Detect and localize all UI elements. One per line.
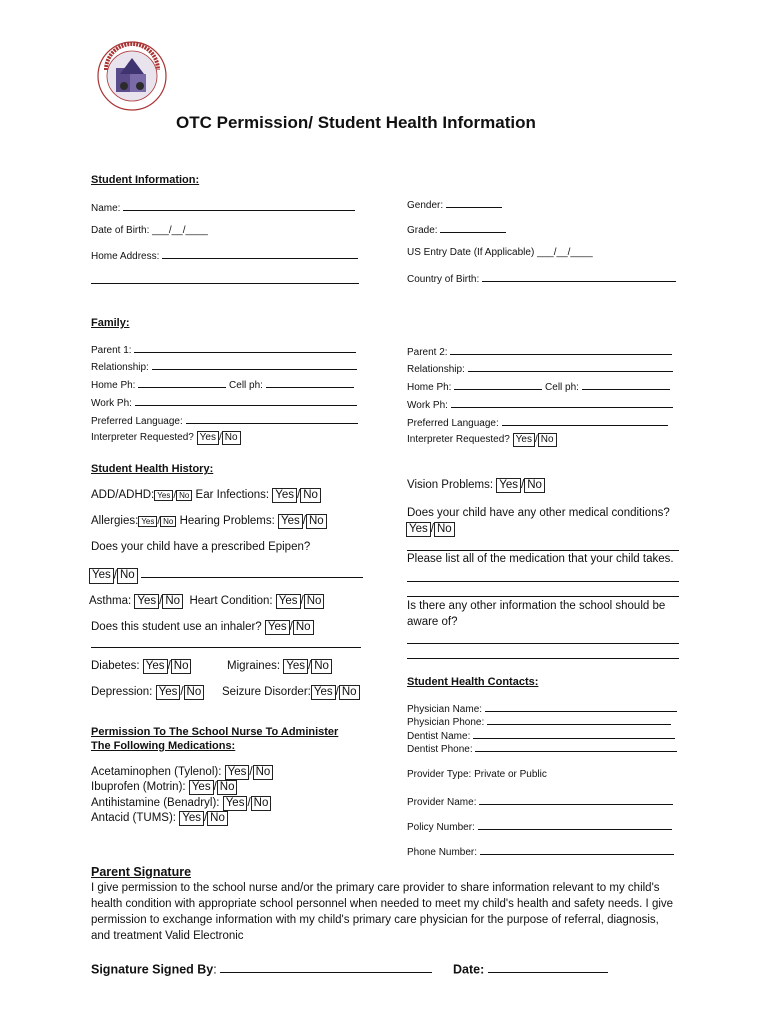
address-line2[interactable] (91, 283, 359, 284)
parent1-relationship[interactable]: Relationship: (91, 360, 357, 373)
page-title: OTC Permission/ Student Health Information (176, 113, 536, 132)
dentist-name-field[interactable]: Dentist Name: (407, 729, 675, 742)
adhd-row: ADD/ADHD: Yes / No Ear Infections: Yes / No (91, 488, 321, 503)
heart-yes[interactable]: Yes (276, 594, 301, 609)
school-logo (96, 40, 168, 112)
other-conditions-yes[interactable]: Yes (406, 522, 431, 537)
inhaler-no[interactable]: No (293, 620, 314, 635)
permission-heading-2: The Following Medications: (91, 740, 236, 752)
acetaminophen-row: Acetaminophen (Tylenol): Yes / No (91, 765, 273, 780)
depression-no[interactable]: No (184, 685, 205, 700)
parent1-phones[interactable]: Home Ph: Cell ph: (91, 378, 354, 391)
interpreter1-no[interactable]: No (222, 431, 241, 445)
antacid-no[interactable]: No (207, 811, 228, 826)
migraines-yes[interactable]: Yes (283, 659, 308, 674)
inhaler-yes[interactable]: Yes (265, 620, 290, 635)
antihistamine-no[interactable]: No (251, 796, 272, 811)
epipen-row: Yes / No (89, 567, 363, 584)
contacts-heading: Student Health Contacts: (407, 676, 539, 688)
physician-name-field[interactable]: Physician Name: (407, 702, 677, 715)
health-history-heading: Student Health History: (91, 463, 214, 475)
diabetes-row: Diabetes: Yes / No (91, 659, 191, 674)
hearing-yes[interactable]: Yes (278, 514, 303, 529)
conditions-line[interactable] (407, 550, 679, 551)
grade-field[interactable]: Grade: (407, 223, 506, 236)
diabetes-no[interactable]: No (171, 659, 192, 674)
phone-number-field[interactable]: Phone Number: (407, 845, 674, 858)
gender-field[interactable]: Gender: (407, 198, 502, 211)
parent1-work[interactable]: Work Ph: (91, 396, 357, 409)
other-info-line-1[interactable] (407, 643, 679, 644)
parent1-language[interactable]: Preferred Language: (91, 414, 358, 427)
allergies-row: Allergies: Yes / No Hearing Problems: Yes / No (91, 514, 327, 529)
provider-type[interactable]: Provider Type: Private or Public (407, 769, 547, 780)
parent2-phones[interactable]: Home Ph: Cell ph: (407, 380, 670, 393)
allergies-no[interactable]: No (160, 516, 176, 527)
meds-line-1[interactable] (407, 581, 679, 582)
depression-row: Depression: Yes / No (91, 685, 204, 700)
parent2-language[interactable]: Preferred Language: (407, 416, 668, 429)
antacid-row: Antacid (TUMS): Yes / No (91, 811, 228, 826)
epipen-line[interactable] (141, 567, 363, 578)
other-conditions-row: Yes / No (406, 522, 455, 537)
interpreter1-yes[interactable]: Yes (197, 431, 219, 445)
permission-heading-1: Permission To The School Nurse To Administer (91, 726, 339, 738)
epipen-question: Does your child have a prescribed Epipen? (91, 541, 311, 553)
other-info-question-2: aware of? (407, 616, 458, 628)
name-field[interactable]: Name: (91, 201, 355, 214)
asthma-row: Asthma: Yes / No Heart Condition: Yes / No (89, 594, 324, 609)
dentist-phone-field[interactable]: Dentist Phone: (407, 742, 677, 755)
asthma-no[interactable]: No (162, 594, 183, 609)
other-info-line-2[interactable] (407, 658, 679, 659)
adhd-no[interactable]: No (176, 490, 192, 501)
us-entry-field[interactable]: US Entry Date (If Applicable) ___/__/____ (407, 247, 593, 258)
parent2-relationship[interactable]: Relationship: (407, 362, 673, 375)
parent2-work[interactable]: Work Ph: (407, 398, 673, 411)
student-info-heading: Student Information: (91, 174, 200, 186)
depression-yes[interactable]: Yes (156, 685, 181, 700)
adhd-yes[interactable]: Yes (154, 490, 173, 501)
seizure-yes[interactable]: Yes (311, 685, 336, 700)
seizure-no[interactable]: No (339, 685, 360, 700)
hearing-no[interactable]: No (306, 514, 327, 529)
vision-row: Vision Problems: Yes / No (407, 478, 545, 493)
parent2-interpreter: Interpreter Requested? Yes / No (407, 433, 557, 447)
interpreter2-yes[interactable]: Yes (513, 433, 535, 447)
antihistamine-yes[interactable]: Yes (223, 796, 248, 811)
asthma-yes[interactable]: Yes (134, 594, 159, 609)
vision-yes[interactable]: Yes (496, 478, 521, 493)
ibuprofen-no[interactable]: No (217, 780, 238, 795)
signature-consent-text: I give permission to the school nurse and/or the primary care provider to share information relevant to my child's health condition with appropriate school personnel when needed to meet my child's health and safety needs. I give permission to exchange information with my child's primary care physician for the purpose of referral, diagnosis, and treatment Valid Electronic (91, 882, 674, 942)
parent-signature-heading: Parent Signature (91, 865, 192, 879)
seizure-row: Seizure Disorder: Yes / No (222, 685, 360, 700)
ibuprofen-yes[interactable]: Yes (189, 780, 214, 795)
antacid-yes[interactable]: Yes (179, 811, 204, 826)
allergies-yes[interactable]: Yes (138, 516, 157, 527)
list-meds-prompt: Please list all of the medication that your child takes. (407, 553, 674, 565)
country-field[interactable]: Country of Birth: (407, 272, 676, 285)
inhaler-line[interactable] (91, 647, 361, 648)
meds-line-2[interactable] (407, 596, 679, 597)
antihistamine-row: Antihistamine (Benadryl): Yes / No (91, 796, 271, 811)
inhaler-row: Does this student use an inhaler? Yes / No (91, 620, 314, 635)
provider-name-field[interactable]: Provider Name: (407, 795, 673, 808)
heart-no[interactable]: No (304, 594, 325, 609)
ear-yes[interactable]: Yes (272, 488, 297, 503)
migraines-no[interactable]: No (311, 659, 332, 674)
parent2-field[interactable]: Parent 2: (407, 345, 672, 358)
epipen-yes[interactable]: Yes (89, 568, 114, 583)
interpreter2-no[interactable]: No (538, 433, 557, 447)
signature-date-row[interactable]: Date: (453, 961, 608, 976)
physician-phone-field[interactable]: Physician Phone: (407, 715, 671, 728)
diabetes-yes[interactable]: Yes (143, 659, 168, 674)
other-conditions-no[interactable]: No (434, 522, 455, 537)
address-field[interactable]: Home Address: (91, 249, 358, 262)
other-info-question: Is there any other information the school should be (407, 600, 666, 612)
signature-signed-by-row[interactable]: Signature Signed By: (91, 961, 432, 976)
other-conditions-question: Does your child have any other medical conditions? (407, 507, 670, 519)
ibuprofen-row: Ibuprofen (Motrin): Yes / No (91, 780, 237, 795)
acetaminophen-yes[interactable]: Yes (225, 765, 250, 780)
ear-no[interactable]: No (300, 488, 321, 503)
dob-field[interactable]: Date of Birth: ___/__/____ (91, 225, 208, 236)
parent1-field[interactable]: Parent 1: (91, 343, 356, 356)
policy-number-field[interactable]: Policy Number: (407, 820, 672, 833)
epipen-no[interactable]: No (117, 568, 138, 583)
family-heading: Family: (91, 317, 130, 329)
vision-no[interactable]: No (524, 478, 545, 493)
parent1-interpreter: Interpreter Requested? Yes / No (91, 431, 241, 445)
migraines-row: Migraines: Yes / No (227, 659, 332, 674)
acetaminophen-no[interactable]: No (253, 765, 274, 780)
